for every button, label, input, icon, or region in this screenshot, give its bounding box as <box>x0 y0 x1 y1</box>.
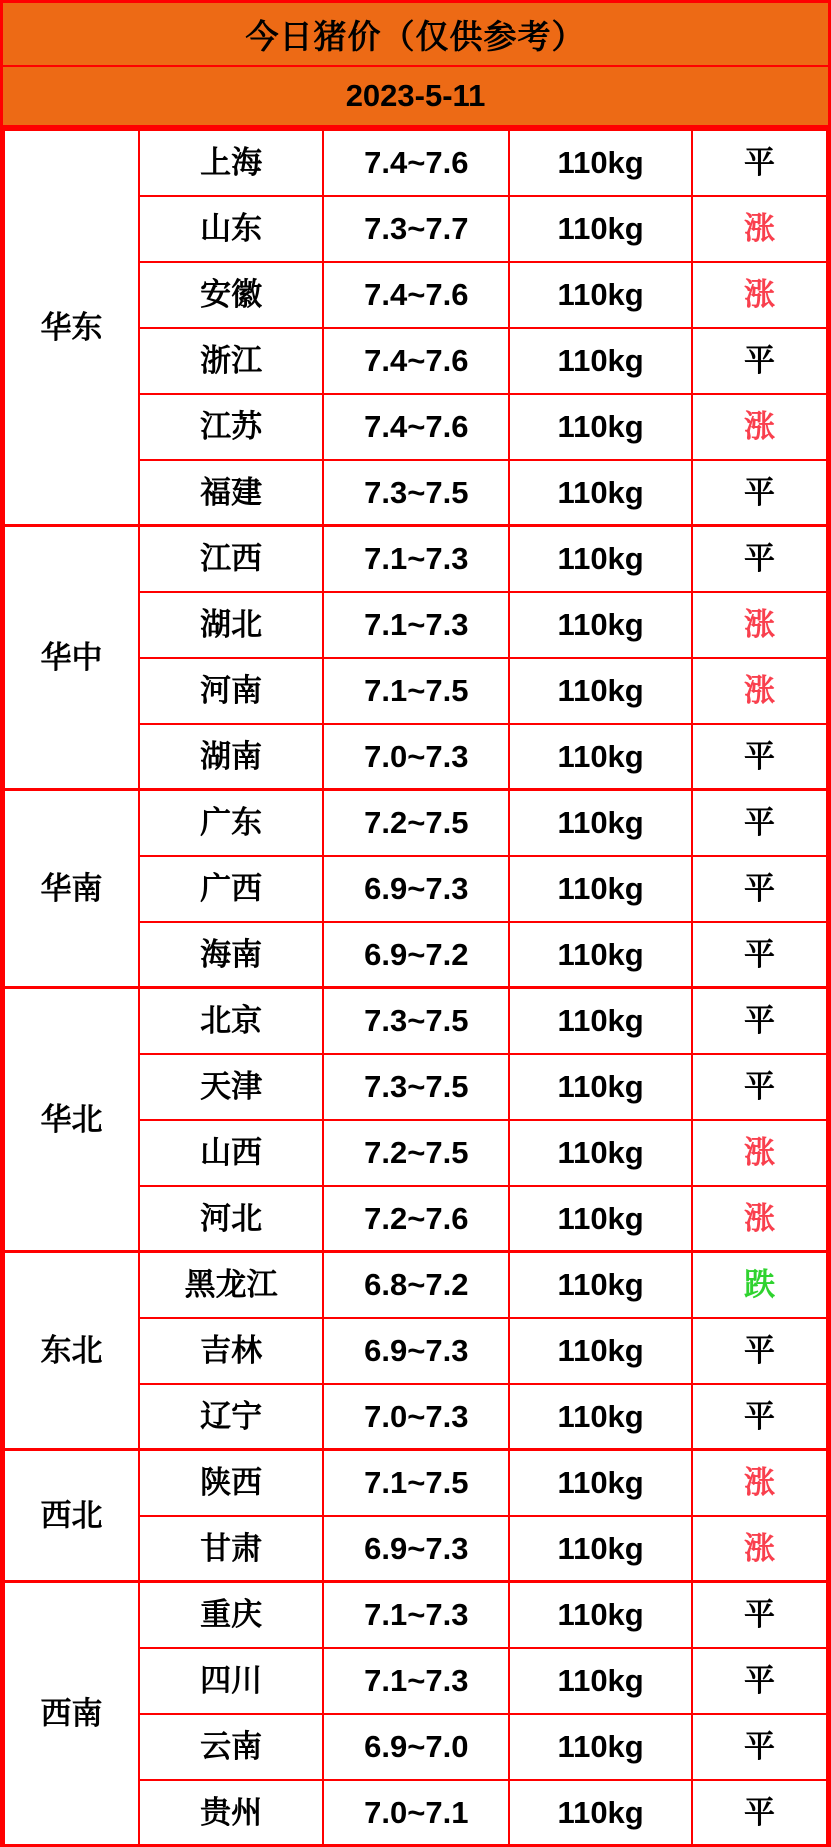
weight-cell: 110kg <box>509 1780 692 1846</box>
status-cell: 平 <box>692 460 827 526</box>
province-cell: 吉林 <box>139 1318 323 1384</box>
weight-cell: 110kg <box>509 856 692 922</box>
table-row <box>4 1252 827 1318</box>
price-cell: 7.0~7.3 <box>323 1384 509 1450</box>
price-cell: 7.2~7.6 <box>323 1186 509 1252</box>
province-cell: 四川 <box>139 1648 323 1714</box>
province-cell: 贵州 <box>139 1780 323 1846</box>
status-cell: 涨 <box>692 262 827 328</box>
status-cell: 平 <box>692 1582 827 1648</box>
province-cell: 福建 <box>139 460 323 526</box>
table-row <box>4 790 827 856</box>
weight-cell: 110kg <box>509 1648 692 1714</box>
region-cell: 华北 <box>4 988 139 1252</box>
province-cell: 江苏 <box>139 394 323 460</box>
price-cell: 7.3~7.5 <box>323 988 509 1054</box>
weight-cell: 110kg <box>509 988 692 1054</box>
price-cell: 7.4~7.6 <box>323 394 509 460</box>
price-cell: 7.4~7.6 <box>323 328 509 394</box>
region-cell: 华南 <box>4 790 139 988</box>
weight-cell: 110kg <box>509 724 692 790</box>
weight-cell: 110kg <box>509 1582 692 1648</box>
weight-cell: 110kg <box>509 592 692 658</box>
weight-cell: 110kg <box>509 1318 692 1384</box>
weight-cell: 110kg <box>509 1120 692 1186</box>
province-cell: 天津 <box>139 1054 323 1120</box>
weight-cell: 110kg <box>509 328 692 394</box>
price-cell: 6.9~7.3 <box>323 1516 509 1582</box>
weight-cell: 110kg <box>509 658 692 724</box>
page-title: 今日猪价（仅供参考） <box>245 17 586 55</box>
weight-cell: 110kg <box>509 922 692 988</box>
weight-cell: 110kg <box>509 460 692 526</box>
status-cell: 涨 <box>692 1186 827 1252</box>
status-cell: 平 <box>692 856 827 922</box>
weight-cell: 110kg <box>509 262 692 328</box>
province-cell: 安徽 <box>139 262 323 328</box>
weight-cell: 110kg <box>509 1450 692 1516</box>
weight-cell: 110kg <box>509 1252 692 1318</box>
province-cell: 陕西 <box>139 1450 323 1516</box>
weight-cell: 110kg <box>509 130 692 196</box>
province-cell: 江西 <box>139 526 323 592</box>
region-cell: 西北 <box>4 1450 139 1582</box>
title-bar <box>3 3 828 67</box>
price-cell: 7.4~7.6 <box>323 262 509 328</box>
province-cell: 山东 <box>139 196 323 262</box>
province-cell: 重庆 <box>139 1582 323 1648</box>
province-cell: 湖北 <box>139 592 323 658</box>
price-cell: 7.1~7.3 <box>323 1648 509 1714</box>
table-row <box>4 1582 827 1648</box>
status-cell: 平 <box>692 1384 827 1450</box>
status-cell: 涨 <box>692 658 827 724</box>
price-cell: 7.0~7.1 <box>323 1780 509 1846</box>
price-cell: 7.1~7.3 <box>323 1582 509 1648</box>
status-cell: 涨 <box>692 1516 827 1582</box>
table-row <box>4 1450 827 1516</box>
status-cell: 平 <box>692 988 827 1054</box>
province-cell: 黑龙江 <box>139 1252 323 1318</box>
status-cell: 平 <box>692 1780 827 1846</box>
status-cell: 涨 <box>692 394 827 460</box>
weight-cell: 110kg <box>509 1516 692 1582</box>
status-cell: 跌 <box>692 1252 827 1318</box>
province-cell: 广西 <box>139 856 323 922</box>
weight-cell: 110kg <box>509 1714 692 1780</box>
price-cell: 6.9~7.0 <box>323 1714 509 1780</box>
status-cell: 涨 <box>692 1120 827 1186</box>
province-cell: 河北 <box>139 1186 323 1252</box>
price-cell: 7.2~7.5 <box>323 1120 509 1186</box>
province-cell: 山西 <box>139 1120 323 1186</box>
date-bar <box>3 67 828 128</box>
price-cell: 7.0~7.3 <box>323 724 509 790</box>
province-cell: 湖南 <box>139 724 323 790</box>
weight-cell: 110kg <box>509 526 692 592</box>
status-cell: 涨 <box>692 196 827 262</box>
status-cell: 平 <box>692 922 827 988</box>
province-cell: 海南 <box>139 922 323 988</box>
price-cell: 7.1~7.3 <box>323 526 509 592</box>
province-cell: 云南 <box>139 1714 323 1780</box>
report-date: 2023-5-11 <box>345 78 486 113</box>
status-cell: 平 <box>692 328 827 394</box>
price-cell: 7.2~7.5 <box>323 790 509 856</box>
weight-cell: 110kg <box>509 790 692 856</box>
price-cell: 6.9~7.3 <box>323 856 509 922</box>
price-cell: 7.4~7.6 <box>323 130 509 196</box>
price-cell: 6.9~7.2 <box>323 922 509 988</box>
price-cell: 7.3~7.7 <box>323 196 509 262</box>
price-cell: 7.3~7.5 <box>323 1054 509 1120</box>
price-cell: 7.3~7.5 <box>323 460 509 526</box>
status-cell: 涨 <box>692 592 827 658</box>
price-cell: 7.1~7.5 <box>323 1450 509 1516</box>
province-cell: 辽宁 <box>139 1384 323 1450</box>
status-cell: 平 <box>692 130 827 196</box>
region-cell: 东北 <box>4 1252 139 1450</box>
status-cell: 平 <box>692 1648 827 1714</box>
table-row <box>4 526 827 592</box>
province-cell: 广东 <box>139 790 323 856</box>
weight-cell: 110kg <box>509 196 692 262</box>
weight-cell: 110kg <box>509 1054 692 1120</box>
status-cell: 平 <box>692 526 827 592</box>
region-cell: 西南 <box>4 1582 139 1846</box>
table-row <box>4 130 827 196</box>
status-cell: 平 <box>692 1054 827 1120</box>
price-cell: 7.1~7.5 <box>323 658 509 724</box>
table-row <box>4 988 827 1054</box>
status-cell: 平 <box>692 790 827 856</box>
status-cell: 平 <box>692 1714 827 1780</box>
region-cell: 华中 <box>4 526 139 790</box>
price-cell: 7.1~7.3 <box>323 592 509 658</box>
weight-cell: 110kg <box>509 1186 692 1252</box>
status-cell: 平 <box>692 724 827 790</box>
province-cell: 河南 <box>139 658 323 724</box>
weight-cell: 110kg <box>509 1384 692 1450</box>
status-cell: 涨 <box>692 1450 827 1516</box>
price-cell: 6.8~7.2 <box>323 1252 509 1318</box>
province-cell: 上海 <box>139 130 323 196</box>
province-cell: 北京 <box>139 988 323 1054</box>
status-cell: 平 <box>692 1318 827 1384</box>
region-cell: 华东 <box>4 130 139 526</box>
price-table <box>3 128 828 1847</box>
weight-cell: 110kg <box>509 394 692 460</box>
price-cell: 6.9~7.3 <box>323 1318 509 1384</box>
province-cell: 甘肃 <box>139 1516 323 1582</box>
province-cell: 浙江 <box>139 328 323 394</box>
